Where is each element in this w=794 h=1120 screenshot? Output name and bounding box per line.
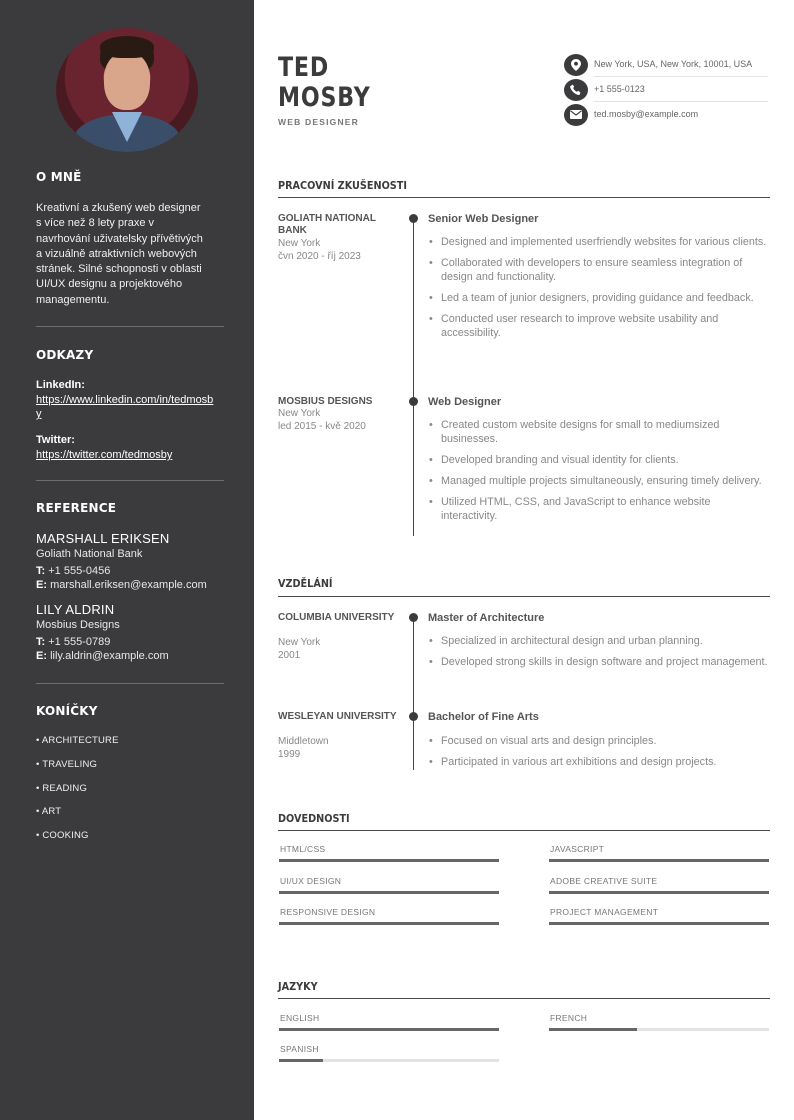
- skill-bar-fill: [279, 891, 499, 894]
- first-name: TED: [278, 52, 330, 83]
- skill-label: ADOBE CREATIVE SUITE: [550, 876, 658, 886]
- skill-bar-track: [549, 922, 769, 925]
- bullet-item: • Specialized in architectural design and urban planning.: [428, 634, 768, 648]
- bullet-item: • Conducted user research to improve website usability and accessibility.: [428, 312, 768, 340]
- skill-item: [549, 876, 769, 894]
- language-item: [279, 1044, 499, 1062]
- reference-email: E: lily.aldrin@example.com: [36, 650, 169, 662]
- bullet-item: • Focused on visual arts and design principles.: [428, 734, 768, 748]
- sidebar-divider: [36, 683, 224, 684]
- job-title: WEB DESIGNER: [278, 117, 359, 127]
- bullet-item: • Designed and implemented userfriendly websites for various clients.: [428, 235, 768, 249]
- experience-role: Senior Web Designer: [428, 213, 539, 225]
- links-heading: ODKAZY: [36, 348, 94, 362]
- language-item: [549, 1013, 769, 1031]
- skill-label: PROJECT MANAGEMENT: [550, 907, 659, 917]
- language-label: FRENCH: [550, 1013, 588, 1023]
- education-dates: 2001: [278, 650, 301, 661]
- profile-photo: [56, 28, 198, 152]
- skill-item: [279, 876, 499, 894]
- timeline-dot: [409, 397, 418, 406]
- bullet-item: • Managed multiple projects simultaneously, ensuring timely delivery.: [428, 474, 768, 488]
- timeline-dot: [409, 613, 418, 622]
- contact-phone: +1 555-0123: [594, 84, 645, 94]
- experience-location: New York: [278, 408, 321, 419]
- education-org: COLUMBIA UNIVERSITY: [278, 612, 395, 623]
- reference-phone: T: +1 555-0456: [36, 565, 111, 577]
- hobby-item: • COOKING: [36, 830, 89, 841]
- timeline-line: [413, 617, 414, 770]
- education-degree: Bachelor of Fine Arts: [428, 711, 539, 723]
- skill-bar-track: [279, 891, 499, 894]
- languages-heading: JAZYKY: [278, 980, 318, 993]
- contact-divider: [594, 76, 768, 77]
- experience-org: GOLIATH NATIONAL BANK: [278, 213, 376, 236]
- education-org: WESLEYAN UNIVERSITY: [278, 711, 397, 722]
- experience-bullets: [428, 235, 768, 347]
- skill-bar-track: [279, 859, 499, 862]
- skill-bar-fill: [549, 891, 769, 894]
- experience-dates: čvn 2020 - říj 2023: [278, 251, 361, 262]
- language-bar-fill: [549, 1028, 637, 1031]
- skill-bar-track: [549, 891, 769, 894]
- education-bullets: [428, 634, 768, 676]
- skill-bar-track: [549, 859, 769, 862]
- section-divider: [278, 830, 770, 831]
- bullet-item: • Collaborated with developers to ensure seamless integration of design and functionality.: [428, 256, 768, 284]
- sidebar: [0, 0, 254, 1120]
- bullet-item: • Developed strong skills in design software and project management.: [428, 655, 768, 669]
- references-heading: REFERENCE: [36, 501, 117, 515]
- contact-address: New York, USA, New York, 10001, USA: [594, 59, 753, 69]
- phone-icon: [564, 79, 588, 101]
- bullet-item: • Developed branding and visual identity for clients.: [428, 453, 768, 467]
- bullet-item: • Led a team of junior designers, providing guidance and feedback.: [428, 291, 768, 305]
- language-bar-track: [549, 1028, 769, 1031]
- linkedin-label: LinkedIn:: [36, 379, 85, 391]
- timeline-line: [413, 218, 414, 536]
- bullet-item: • Utilized HTML, CSS, and JavaScript to enhance website interactivity.: [428, 495, 768, 523]
- education-heading: VZDĚLÁNÍ: [278, 577, 333, 590]
- about-heading: O MNĚ: [36, 170, 82, 184]
- experience-heading: PRACOVNÍ ZKUŠENOSTI: [278, 179, 407, 192]
- about-text: Kreativní a zkušený web designer s více než 8 lety praxe v navrhování uživatelsky přívětivých a vizuálně atraktivních webových stránek. Silné schopnosti v oblasti UI/UX designu a projektového managementu.: [36, 202, 203, 306]
- skill-label: UI/UX DESIGN: [280, 876, 342, 886]
- location-pin-icon: [564, 54, 588, 76]
- last-name: MOSBY: [278, 82, 371, 113]
- hobbies-heading: KONÍČKY: [36, 704, 98, 718]
- sidebar-divider: [36, 480, 224, 481]
- language-bar-fill: [279, 1059, 323, 1062]
- experience-bullets: [428, 418, 768, 530]
- skill-label: HTML/CSS: [280, 844, 326, 854]
- language-label: ENGLISH: [280, 1013, 320, 1023]
- skill-item: [279, 907, 499, 925]
- timeline-dot: [409, 214, 418, 223]
- education-location: New York: [278, 637, 321, 648]
- hobby-item: • TRAVELING: [36, 759, 98, 770]
- twitter-link[interactable]: https://twitter.com/tedmosby: [36, 449, 173, 461]
- reference-phone: T: +1 555-0789: [36, 636, 111, 648]
- hobby-item: • ARCHITECTURE: [36, 735, 119, 746]
- education-dates: 1999: [278, 749, 301, 760]
- skill-bar-track: [279, 922, 499, 925]
- reference-company: Goliath National Bank: [36, 548, 143, 560]
- section-divider: [278, 998, 770, 999]
- contact-divider: [594, 101, 768, 102]
- section-divider: [278, 197, 770, 198]
- experience-org: MOSBIUS DESIGNS: [278, 396, 373, 407]
- linkedin-link[interactable]: https://www.linkedin.com/in/tedmosby: [36, 394, 214, 420]
- skill-bar-fill: [549, 859, 769, 862]
- language-bar-track: [279, 1059, 499, 1062]
- twitter-label: Twitter:: [36, 434, 75, 446]
- sidebar-divider: [36, 326, 224, 327]
- reference-name: MARSHALL ERIKSEN: [36, 531, 170, 546]
- envelope-icon: [564, 104, 588, 126]
- language-item: [279, 1013, 499, 1031]
- skill-bar-fill: [279, 859, 499, 862]
- education-bullets: [428, 734, 768, 776]
- bullet-item: • Participated in various art exhibitions and design projects.: [428, 755, 768, 769]
- hobby-item: • ART: [36, 806, 62, 817]
- education-location: Middletown: [278, 736, 329, 747]
- skill-label: RESPONSIVE DESIGN: [280, 907, 376, 917]
- reference-name: LILY ALDRIN: [36, 602, 115, 617]
- education-degree: Master of Architecture: [428, 612, 545, 624]
- skill-bar-fill: [279, 922, 499, 925]
- reference-email: E: marshall.eriksen@example.com: [36, 579, 207, 591]
- skill-item: [279, 844, 499, 862]
- timeline-dot: [409, 712, 418, 721]
- bullet-item: • Created custom website designs for small to mediumsized businesses.: [428, 418, 768, 446]
- skill-item: [549, 844, 769, 862]
- experience-dates: led 2015 - kvě 2020: [278, 421, 366, 432]
- experience-location: New York: [278, 238, 321, 249]
- skill-item: [549, 907, 769, 925]
- skill-label: JAVASCRIPT: [550, 844, 605, 854]
- contact-email[interactable]: ted.mosby@example.com: [594, 109, 699, 119]
- reference-company: Mosbius Designs: [36, 619, 120, 631]
- language-bar-track: [279, 1028, 499, 1031]
- skill-bar-fill: [549, 922, 769, 925]
- section-divider: [278, 596, 770, 597]
- hobby-item: • READING: [36, 783, 88, 794]
- language-label: SPANISH: [280, 1044, 319, 1054]
- skills-heading: DOVEDNOSTI: [278, 812, 350, 825]
- experience-role: Web Designer: [428, 396, 502, 408]
- language-bar-fill: [279, 1028, 499, 1031]
